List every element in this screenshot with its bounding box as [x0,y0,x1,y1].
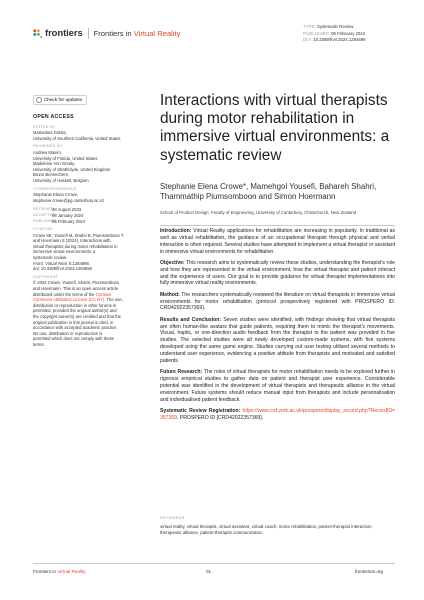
edited-by-label: EDITED BY [33,124,56,129]
check-for-updates-button[interactable]: Check for updates [33,95,87,105]
copyright-label: COPYRIGHT [33,274,59,279]
keywords: virtual reality, virtual therapist, virtual assistant, virtual coach, motor rehabilitation, patient-therapist interaction, therapeutic alliance, patient-therapist communication [160,524,373,535]
reviewed-by-label: REVIEWED BY [33,144,63,149]
title-divider [160,225,395,226]
frontiers-logo[interactable] [33,28,180,39]
abstract [160,228,395,426]
sidebar [33,95,145,348]
meta-type: TYPE Systematic Review [303,24,354,29]
article-title: Interactions with virtual therapists during motor rehabilitation in immersive virtual environments: a systematic review [160,92,390,164]
citation-doi[interactable]: doi: 10.3389/frvir.2024.1284696 [33,266,92,272]
open-access-label: OPEN ACCESS [33,114,74,120]
keywords-label: KEYWORDS [160,516,185,520]
authors: Stephanie Elena Crowe*, Mamehgol Yousefi, Bahareh Shahri, Thammathip Piumsomboon and Simon Hoermann [160,182,377,202]
reviewed-by: Andrew Maxim, University of Florida, United States Madeleine Ann Grealy, University of Strathclyde, United Kingdom Bruno Bonnechère, University of Hasselt, Belgium [33,149,111,183]
citation-label: CITATION [33,227,53,232]
abstract-registration: Systematic Review Registration: https://www.crd.york.ac.uk/prospero/display_record.php?RecordID=357369, PROSPERO ID [CRD42022357369]. [160,407,395,421]
affiliation: School of Product Design, Faculty of Engineering, University of Canterbury, Christchurch, New Zealand [160,210,356,215]
brand-name: frontiers [45,28,83,39]
footer-divider [33,563,395,564]
citation: Crowe SE, Yousefi M, Shahri B, Piumsomboon T and Hoermann S (2024), Interactions with virtual therapists during motor rehabilitation in immersive virtual environments: a systematic review. Front. Virtual Real. 5:1284696. doi: 10.3389/frvir.2024.1284696 [33,233,145,272]
abstract-introduction: Introduction: Virtual Reality applications for rehabilitation are increasing in popularity. In traditional as well as virtual rehabilitation, the guidance of an occupational therapist through physical and verbal interaction is often required. Several studies have attempted to implement a virtual therapist or assistant in immersive virtual environments for rehabilitation. [160,228,395,255]
correspondence-label: *CORRESPONDENCE [33,186,77,191]
footer-journal[interactable]: Frontiers in Virtual Reality [33,569,86,574]
copyright: © 2024 Crowe, Yousefi, Shahri, Piumsomboon and Hoermann. This is an open-access article distributed under the terms of the Creative Commons Attribution License (CC BY). The use, distribution or reproduction in other forums is permitted, provided the original author(s) and the copyright owner(s) are credited and that the original publication in this journal is cited, in accordance with accepted academic practice. No use, distribution or reproduction is permitted which does not comply with these terms. [33,280,123,347]
abstract-method: Method: The researchers systematically reviewed the literature on virtual therapists in immersive virtual environments for motor rehabilitation (protocol prospectively registered with PROSPERO ID: CRD42022357369). [160,291,395,312]
correspondence: Stephanie Elena Crowe, stephanie.crowe@pg.canterbury.ac.nz [33,192,145,203]
date-received: RECEIVED 28 August 2023 [33,207,82,213]
abstract-future-research: Future Research: The roles of virtual therapists for motor rehabilitation needs to be explored further in rigorous empirical studies to gather data on patient and therapist user experience. Considerable potential was identified in the development of virtual therapists and therapeutic alliance in the virtual environment. Future systems should reduce manual input from therapists and include personalisation and individualised patient feedback. [160,369,395,403]
journal-name[interactable]: Frontiers in Virtual Reality [93,29,181,38]
abstract-objective: Objective: This research aims to systematically review these studies, understanding the therapist's role and how they are represented in the virtual environment, how the virtual therapist and patient interact and the experience of users. Our goal is to provide guidance for virtual therapist implementations into fully immersive virtual reality environments. [160,259,395,287]
update-icon [36,97,42,103]
abstract-results: Results and Conclusion: Seven studies were identified, with findings showing that virtual therapists are often human-like avatars that guide patients, requiring them to mimic the therapist's movements. Visual, haptic, or one-direction audio feedback from the therapist to the patient was provided in five studies. The selected studies were all newly developed custom-made systems, with five systems developed using the same game engine. Studies carrying out user testing utilised several methods to understand user experience, evidencing a positive attitude from therapists and motivated and satisfied patients. [160,316,395,364]
cc-license-link[interactable]: Creative [95,291,112,297]
meta-doi: DOI 10.3389/frvir.2024.1284696 [303,37,366,43]
page-number: 01 [206,569,212,574]
frontiers-logo-icon [33,29,42,38]
footer-website-link[interactable]: frontiersin.org [355,569,384,574]
prospero-link[interactable]: https://www.crd.york.ac.uk/prospero/display_record.php?RecordID=357369 [160,407,395,421]
logo-divider [88,28,89,39]
cc-license-link-2[interactable]: Commons Attribution License (CC BY). [33,297,106,303]
date-accepted: ACCEPTED 08 January 2024 [33,212,84,218]
article-meta [303,24,366,44]
meta-published: PUBLISHED 05 February 2024 [303,30,366,36]
date-published: PUBLISHED 05 February 2024 [33,218,86,224]
edited-by: Mariantina Gotsis, University of Southern California, United States [33,130,121,141]
correspondence-email[interactable]: stephanie.crowe@pg.canterbury.ac.nz [33,197,105,203]
